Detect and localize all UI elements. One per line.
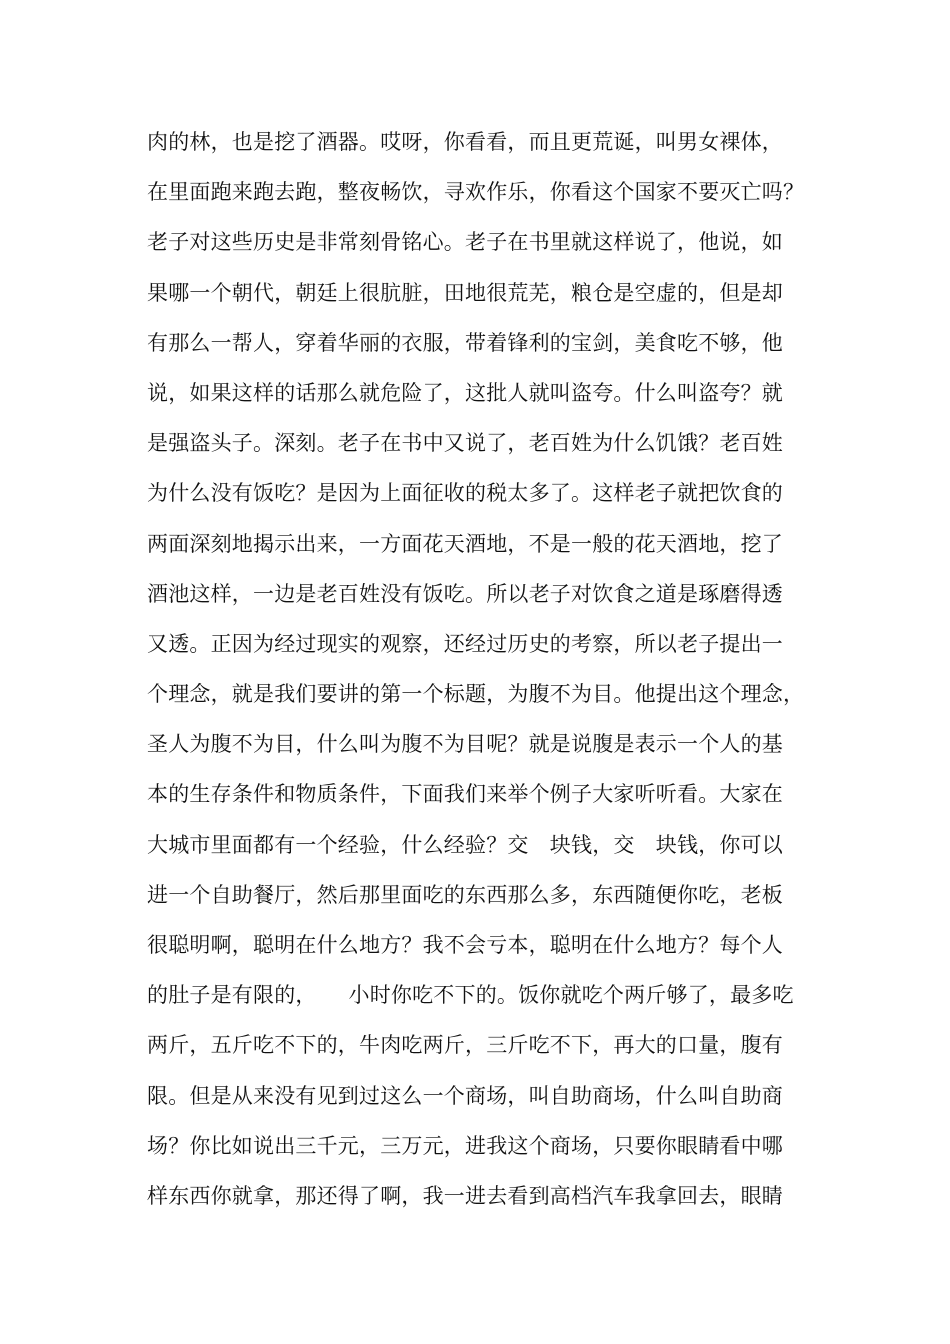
text-line: 酒池这样，一边是老百姓没有饭吃。所以老子对饮食之道是琢磨得透: [147, 581, 783, 606]
text-line: 大城市里面都有一个经验，什么经验？交 块钱，交 块钱，你可以: [147, 832, 783, 857]
text-line: 进一个自助餐厅，然后那里面吃的东西那么多，东西随便你吃，老板: [147, 882, 783, 907]
text-line: 有那么一帮人，穿着华丽的衣服，带着锋利的宝剑，美食吃不够，他: [147, 330, 783, 355]
text-line: 很聪明啊，聪明在什么地方？我不会亏本，聪明在什么地方？每个人: [147, 933, 783, 957]
text-line: 为什么没有饭吃？是因为上面征收的税太多了。这样老子就把饮食的: [147, 481, 783, 506]
document-body-text: [147, 117, 812, 1221]
text-line: 是强盗头子。深刻。老子在书中又说了，老百姓为什么饥饿？老百姓: [147, 431, 783, 456]
text-line: 本的生存条件和物质条件，下面我们来举个例子大家听听看。大家在: [147, 782, 783, 807]
text-line: 说，如果这样的话那么就危险了，这批人就叫盗夸。什么叫盗夸？就: [147, 380, 783, 405]
text-line: 肉的林，也是挖了酒器。哎呀，你看看，而且更荒诞，叫男女裸体，: [147, 130, 783, 154]
text-line: 个理念，就是我们要讲的第一个标题，为腹不为目。他提出这个理念，: [147, 682, 805, 707]
text-line: 在里面跑来跑去跑，整夜畅饮，寻欢作乐，你看这个国家不要灭亡吗？: [147, 180, 805, 205]
text-line: 场？你比如说出三千元，三万元，进我这个商场，只要你眼睛看中哪: [147, 1133, 783, 1158]
text-line: 又透。正因为经过现实的观察，还经过历史的考察，所以老子提出一: [147, 631, 783, 656]
text-line: 老子对这些历史是非常刻骨铭心。老子在书里就这样说了，他说，如: [147, 230, 783, 255]
text-line: 两斤，五斤吃不下的，牛肉吃两斤，三斤吃不下，再大的口量，腹有: [147, 1033, 783, 1058]
text-line: 的肚子是有限的， 小时你吃不下的。饭你就吃个两斤够了，最多吃: [147, 983, 794, 1008]
text-line: 两面深刻地揭示出来，一方面花天酒地，不是一般的花天酒地，挖了: [147, 531, 783, 556]
text-line: 果哪一个朝代，朝廷上很肮脏，田地很荒芜，粮仓是空虚的，但是却: [147, 280, 783, 305]
text-line: 样东西你就拿，那还得了啊，我一进去看到高档汽车我拿回去，眼睛: [147, 1183, 783, 1208]
text-line: 限。但是从来没有见到过这么一个商场，叫自助商场，什么叫自助商: [147, 1083, 783, 1108]
text-line: 圣人为腹不为目，什么叫为腹不为目呢？就是说腹是表示一个人的基: [147, 732, 783, 757]
